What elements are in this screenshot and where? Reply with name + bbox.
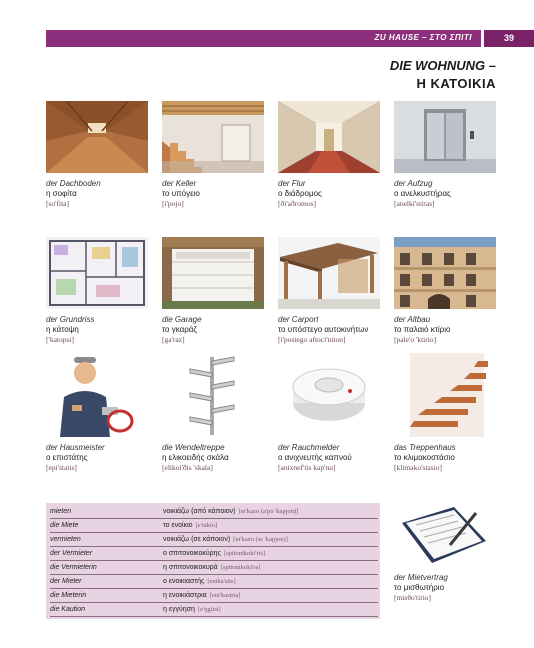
greek-word: το υπόστεγο αυτοκινήτων: [278, 325, 369, 334]
german-word: die Wendeltreppe: [162, 443, 225, 452]
greek-term: νοικιάζω (σε κάποιον): [163, 536, 231, 543]
carport-image: [278, 237, 380, 309]
german-word: der Hausmeister: [46, 443, 105, 452]
vocab-item-spiral-staircase: [162, 353, 272, 473]
pronunciation: [i'pojo]: [162, 199, 184, 208]
greek-word: ο ανιχνευτής καπνού: [278, 453, 352, 462]
vocab-item-basement: [162, 101, 272, 209]
vocab-item-hallway: [278, 101, 388, 209]
greek-word: ο διάδρομος: [278, 189, 322, 198]
table-row: [50, 548, 378, 561]
table-row: [50, 534, 378, 547]
greek-word: το γκαράζ: [162, 325, 197, 334]
vocab-item-stairwell: [394, 353, 504, 473]
vocab-item-garage: [162, 237, 272, 345]
vocab-item-smoke-detector: [278, 353, 388, 473]
german-word: das Treppenhaus: [394, 443, 456, 452]
pronunciation: [anixnef'tis kap'nu]: [278, 463, 336, 472]
german-word: der Rauchmelder: [278, 443, 340, 452]
spiral-staircase-image: [162, 353, 264, 437]
floor-plan-image: [46, 237, 148, 309]
german-term: der Vermieter: [50, 550, 93, 557]
german-term: der Mieter: [50, 578, 82, 585]
vocab-item-carport: [278, 237, 388, 345]
caretaker-image: [46, 353, 148, 437]
greek-word: η σοφίτα: [46, 189, 77, 198]
attic-image: [46, 101, 148, 173]
pronunciation: [i'postego aftoci'niton]: [278, 335, 346, 344]
pronunciation: [pale'o 'ktirio]: [394, 335, 437, 344]
german-word: der Dachboden: [46, 179, 101, 188]
greek-word: το υπόγειο: [162, 189, 200, 198]
pronunciation: [eni'kastria]: [209, 592, 241, 599]
greek-word: ο επιστάτης: [46, 453, 88, 462]
german-word: der Grundriss: [46, 315, 95, 324]
vocab-item-lease: [394, 503, 504, 603]
german-term: die Vermieterin: [50, 564, 97, 571]
greek-word: η ελικοειδής σκάλα: [162, 453, 229, 462]
page-title-german: DIE WOHNUNG –: [389, 58, 496, 73]
german-term: mieten: [50, 508, 72, 515]
pronunciation: [ni'kazo (a'po 'kapjon)]: [238, 508, 299, 515]
pronunciation: [klimako'stasio]: [394, 463, 443, 472]
german-term: die Miete: [50, 522, 79, 529]
vocabulary-table: [46, 503, 380, 619]
german-term: die Kaution: [50, 606, 86, 613]
german-word: der Flur: [278, 179, 306, 188]
german-word: der Keller: [162, 179, 197, 188]
greek-term: η σπιτονοικοκυρά: [163, 564, 218, 571]
pronunciation: [spitonikoki'ra]: [220, 564, 261, 571]
section-title: ZU HAUSE – ΣΤΟ ΣΠΙΤΙ: [374, 33, 472, 42]
page-number: 39: [481, 30, 534, 47]
elevator-image: [394, 101, 496, 173]
page-header-bar: [46, 30, 534, 47]
greek-word: το μισθωτήριο: [394, 583, 445, 592]
greek-word: η κάτοψη: [46, 325, 79, 334]
pronunciation: [ði'aðromos]: [278, 199, 317, 208]
greek-term: ο ενοικιαστής: [163, 578, 205, 585]
german-word: die Garage: [162, 315, 202, 324]
greek-term: νοικιάζω (από κάποιον): [163, 508, 236, 515]
vocab-item-old-building: [394, 237, 504, 345]
pronunciation: [elikoi'ðis 'skala]: [162, 463, 213, 472]
pronunciation: [anelki'stiras]: [394, 199, 435, 208]
pronunciation: [epi'statis]: [46, 463, 77, 472]
table-row: [50, 604, 378, 617]
pronunciation: [ga'raz]: [162, 335, 185, 344]
german-term: die Mieterin: [50, 592, 87, 599]
greek-term: το ενοίκιο: [163, 522, 193, 529]
old-building-image: [394, 237, 496, 309]
lease-image: [394, 503, 496, 567]
vocab-item-floor-plan: [46, 237, 156, 345]
table-row: [50, 562, 378, 575]
pronunciation: [enika'stis]: [207, 578, 236, 585]
pronunciation: ['katopsi]: [46, 335, 75, 344]
table-row: [50, 590, 378, 603]
hallway-image: [278, 101, 380, 173]
pronunciation: [spitonikoki'ris]: [223, 550, 266, 557]
table-row: [50, 576, 378, 589]
greek-term: η εγγύηση: [163, 606, 195, 613]
vocab-item-elevator: [394, 101, 504, 209]
stairwell-image: [394, 353, 496, 437]
greek-word: ο ανελκυστήρας: [394, 189, 451, 198]
smoke-detector-image: [278, 353, 380, 437]
basement-image: [162, 101, 264, 173]
german-word: der Altbau: [394, 315, 431, 324]
table-row: [50, 520, 378, 533]
greek-term: ο σπιτονοικοκύρης: [163, 550, 221, 557]
greek-term: η ενοικιάστρια: [163, 592, 207, 599]
german-word: der Mietvertrag: [394, 573, 448, 582]
german-word: der Aufzug: [394, 179, 433, 188]
pronunciation: [so'fita]: [46, 199, 70, 208]
page-title-greek: Η ΚΑΤΟΙΚΙΑ: [416, 76, 496, 91]
greek-word: το παλαιό κτίριο: [394, 325, 451, 334]
german-term: vermieten: [50, 536, 81, 543]
garage-image: [162, 237, 264, 309]
vocab-item-attic: [46, 101, 156, 209]
pronunciation: [e'nikio]: [195, 522, 218, 529]
table-row: [50, 506, 378, 519]
pronunciation: [ni'kazo (se 'kapjon)]: [233, 536, 288, 543]
vocab-item-caretaker: [46, 353, 156, 473]
german-word: der Carport: [278, 315, 319, 324]
pronunciation: [misθo'tirio]: [394, 593, 432, 602]
greek-word: το κλιμακοστάσιο: [394, 453, 455, 462]
pronunciation: [e'ŋgiisi]: [197, 606, 221, 613]
